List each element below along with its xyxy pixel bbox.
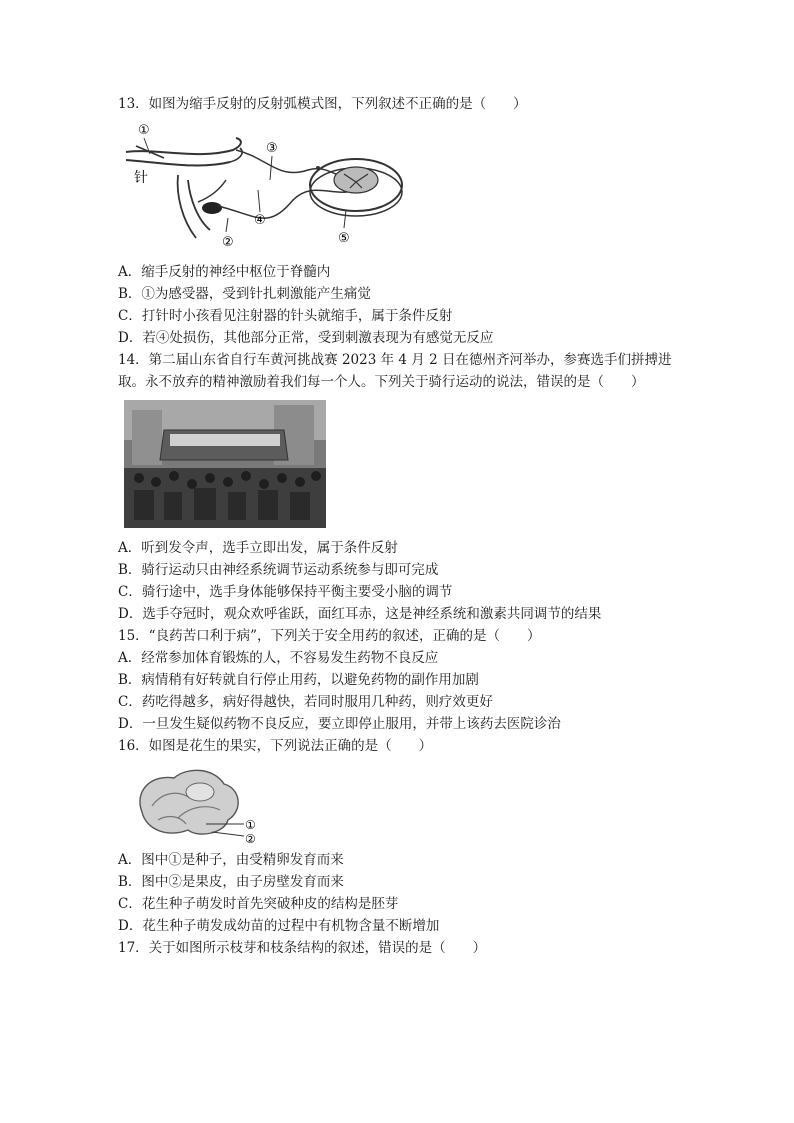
q14-option-c: C．骑行途中，选手身体能够保持平衡主要受小脑的调节 — [118, 584, 453, 600]
label-5: ⑤ — [338, 231, 350, 246]
q15-option-a: A．经常参加体育锻炼的人，不容易发生药物不良反应 — [118, 650, 439, 666]
cycling-race-photo — [124, 400, 326, 528]
q13-option-a: A．缩手反射的神经中枢位于脊髓内 — [118, 264, 331, 280]
q13-option-b: B．①为感受器，受到针扎刺激能产生痛觉 — [118, 286, 371, 302]
needle-label: 针 — [134, 170, 148, 186]
q16-option-b: B．图中②是果皮，由子房壁发育而来 — [118, 874, 344, 890]
q14-stem-line1: 14．第二届山东省自行车黄河挑战赛 2023 年 4 月 2 日在德州齐河举办，参赛选手们拼搏进 — [118, 352, 672, 368]
q15-option-d: D．一旦发生疑似药物不良反应，要立即停止服用，并带上该药去医院诊治 — [118, 716, 561, 732]
q16-option-d: D．花生种子萌发成幼苗的过程中有机物含量不断增加 — [118, 918, 440, 934]
label-3: ③ — [266, 141, 278, 156]
q15-stem: 15．“良药苦口利于病”，下列关于安全用药的叙述，正确的是（ ） — [118, 628, 541, 644]
q16-option-c: C．花生种子萌发时首先突破种皮的结构是胚芽 — [118, 896, 399, 912]
peanut-label-2: ② — [245, 832, 256, 846]
q13-option-d: D．若④处损伤，其他部分正常，受到刺激表现为有感觉无反应 — [118, 330, 494, 346]
peanut-fruit-figure — [128, 762, 268, 847]
q13-stem: 13．如图为缩手反射的反射弧模式图，下列叙述不正确的是（ ） — [118, 96, 527, 112]
reflex-arc-figure — [118, 120, 418, 255]
q16-stem: 16．如图是花生的果实，下列说法正确的是（ ） — [118, 738, 433, 754]
label-2: ② — [222, 235, 234, 250]
q15-option-c: C．药吃得越多，病好得越快，若同时服用几种药，则疗效更好 — [118, 694, 493, 710]
peanut-label-1: ① — [245, 818, 256, 832]
q14-option-a: A．听到发令声，选手立即出发，属于条件反射 — [118, 540, 398, 556]
q14-stem-line2: 取。永不放弃的精神激励着我们每一个人。下列关于骑行运动的说法，错误的是（ ） — [118, 374, 645, 390]
q13-option-c: C．打针时小孩看见注射器的针头就缩手，属于条件反射 — [118, 308, 453, 324]
q14-option-d: D．选手夺冠时，观众欢呼雀跃，面红耳赤，这是神经系统和激素共同调节的结果 — [118, 606, 602, 622]
q15-option-b: B．病情稍有好转就自行停止用药，以避免药物的副作用加剧 — [118, 672, 479, 688]
q14-option-b: B．骑行运动只由神经系统调节运动系统参与即可完成 — [118, 562, 439, 578]
label-1: ① — [138, 123, 150, 138]
label-4: ④ — [254, 213, 266, 228]
q16-option-a: A．图中①是种子，由受精卵发育而来 — [118, 852, 344, 868]
q17-stem: 17．关于如图所示枝芽和枝条结构的叙述，错误的是（ ） — [118, 940, 487, 956]
